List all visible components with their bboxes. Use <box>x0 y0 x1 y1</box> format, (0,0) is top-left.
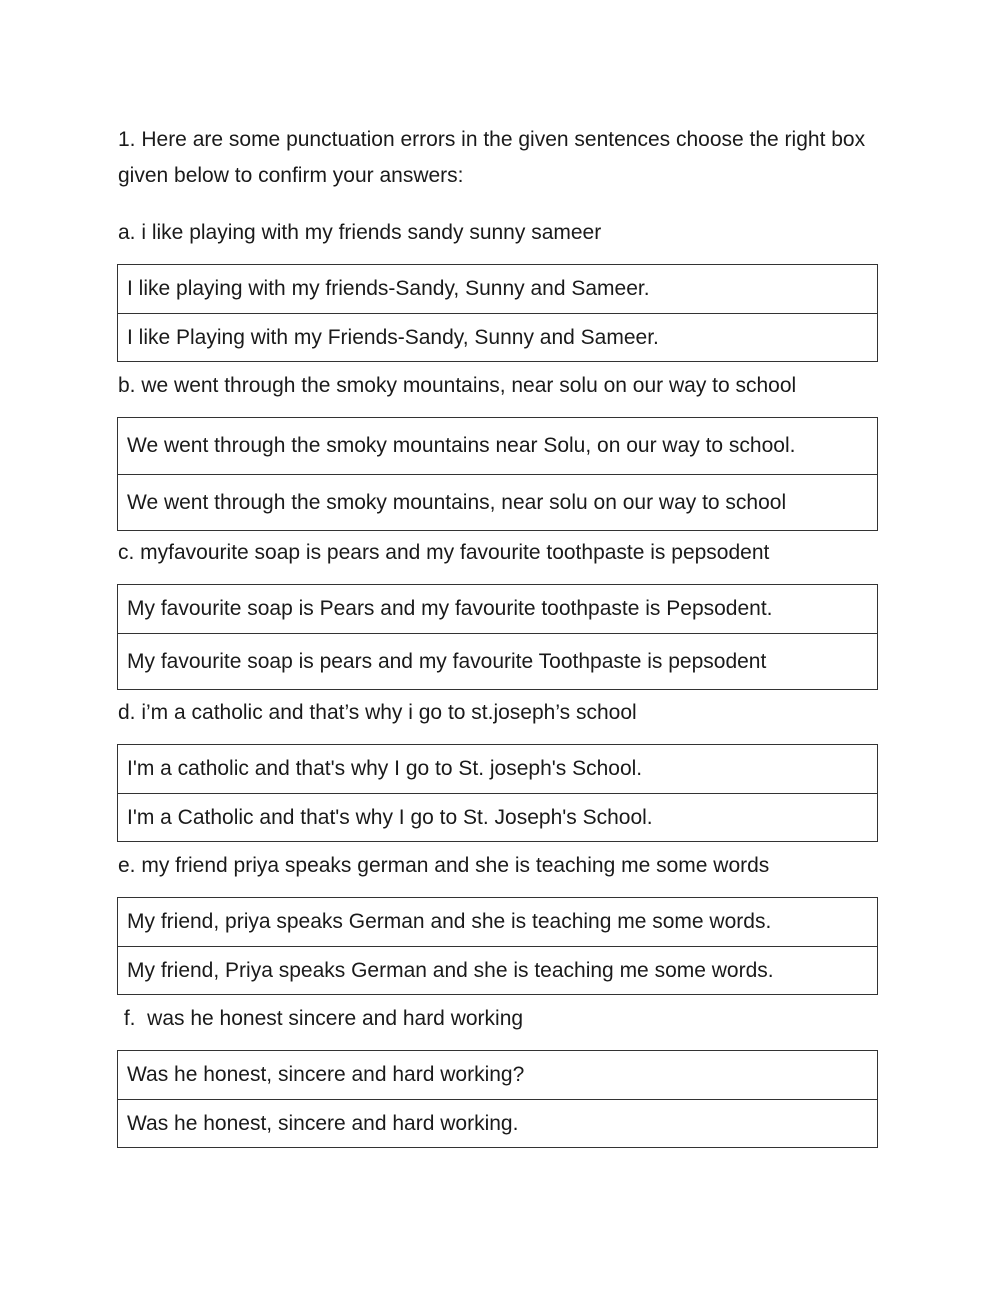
question-f-options <box>117 1050 878 1148</box>
option-c-2[interactable]: My favourite soap is pears and my favourite Toothpaste is pepsodent <box>118 633 877 689</box>
question-c-options <box>117 584 878 690</box>
option-d-2[interactable]: I'm a Catholic and that's why I go to St. Joseph's School. <box>118 793 877 841</box>
question-f-prompt: f. was he honest sincere and hard working <box>118 1007 524 1030</box>
question-a-prompt: a. i like playing with my friends sandy sunny sameer <box>118 221 602 244</box>
option-e-2[interactable]: My friend, Priya speaks German and she is teaching me some words. <box>118 946 877 994</box>
question-e-prompt: e. my friend priya speaks german and she is teaching me some words <box>118 854 770 877</box>
option-f-2[interactable]: Was he honest, sincere and hard working. <box>118 1099 877 1147</box>
option-a-2[interactable]: I like Playing with my Friends-Sandy, Sunny and Sameer. <box>118 313 877 361</box>
question-b-options <box>117 417 878 531</box>
question-a-options <box>117 264 878 362</box>
instructions: 1. Here are some punctuation errors in the given sentences choose the right box given below to confirm your answers: <box>118 128 866 187</box>
option-f-1[interactable]: Was he honest, sincere and hard working? <box>127 1063 525 1086</box>
question-b-prompt: b. we went through the smoky mountains, near solu on our way to school <box>118 374 797 397</box>
question-d-prompt: d. i’m a catholic and that’s why i go to st.joseph’s school <box>118 701 637 724</box>
question-d-options <box>117 744 878 842</box>
option-e-1[interactable]: My friend, priya speaks German and she is teaching me some words. <box>127 910 772 933</box>
option-a-1[interactable]: I like playing with my friends-Sandy, Sunny and Sameer. <box>127 277 650 300</box>
option-d-1[interactable]: I'm a catholic and that's why I go to St. joseph's School. <box>127 757 643 780</box>
option-b-2[interactable]: We went through the smoky mountains, near solu on our way to school <box>118 474 877 530</box>
question-c-prompt: c. myfavourite soap is pears and my favourite toothpaste is pepsodent <box>118 541 770 564</box>
option-c-1[interactable]: My favourite soap is Pears and my favourite toothpaste is Pepsodent. <box>127 597 773 620</box>
question-e-options <box>117 897 878 995</box>
option-b-1[interactable]: We went through the smoky mountains near Solu, on our way to school. <box>127 434 796 457</box>
